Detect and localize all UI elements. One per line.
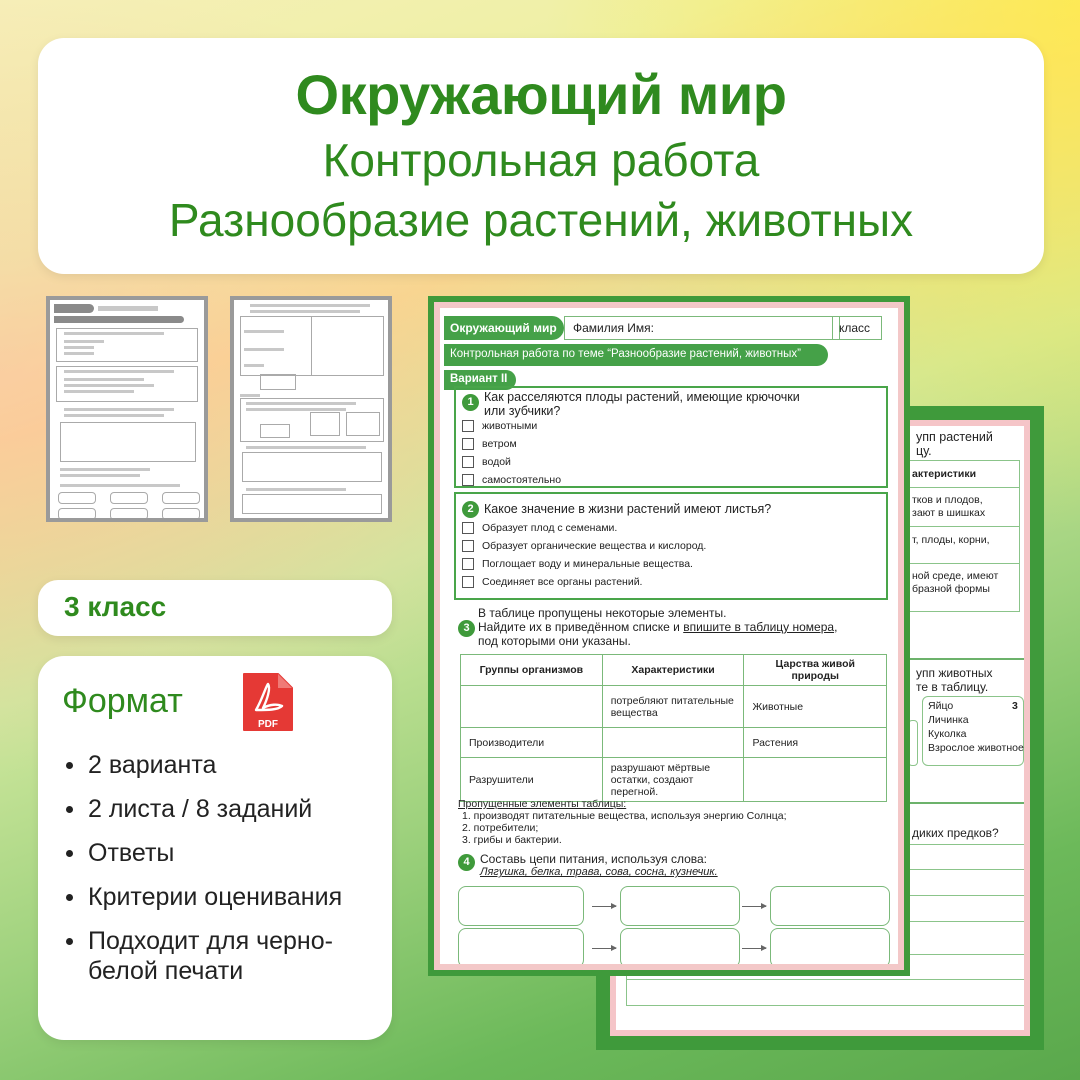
feature-list	[60, 750, 342, 1000]
arrow-right-icon	[742, 906, 766, 907]
question-3-line2: Найдите их в приведённом списке и впишите в таблицу номера,	[478, 620, 838, 634]
question-number: 4	[458, 854, 475, 871]
question-3-line3: под которыми они указаны.	[478, 634, 631, 648]
food-chain-box[interactable]	[620, 928, 740, 964]
back-fragment: цу.	[916, 444, 932, 458]
table-row	[461, 686, 887, 728]
column-header: Группы организмов	[461, 655, 603, 686]
food-chain-box[interactable]	[770, 886, 890, 926]
stage-number: 3	[1012, 700, 1018, 712]
arrow-right-icon	[592, 906, 616, 907]
answer-checkbox[interactable]	[462, 576, 474, 588]
stage-item: Яйцо	[928, 700, 954, 712]
missing-elements-title: Пропущенные элементы таблицы:	[458, 798, 627, 810]
answer-checkbox[interactable]	[462, 420, 474, 432]
food-chain-box[interactable]	[770, 928, 890, 964]
format-card	[38, 656, 392, 1040]
answer-option: ветром	[482, 438, 517, 450]
table-row	[461, 758, 887, 802]
answer-checkbox[interactable]	[462, 558, 474, 570]
feature-item: 2 листа / 8 заданий	[60, 794, 342, 824]
food-chain-box[interactable]	[458, 928, 584, 964]
question-4-text: Составь цепи питания, используя слова:	[480, 852, 708, 866]
name-field[interactable]	[564, 316, 840, 340]
answer-option: Образует плод с семенами.	[482, 522, 618, 534]
answer-checkbox[interactable]	[462, 540, 474, 552]
answer-option: Соединяет все органы растений.	[482, 576, 643, 588]
food-chain-box[interactable]	[620, 886, 740, 926]
answer-checkbox[interactable]	[462, 438, 474, 450]
grade-label: 3 класс	[64, 591, 167, 622]
table-cell-empty[interactable]	[461, 686, 603, 728]
grade-card	[38, 580, 392, 636]
back-fragment: упп растений	[916, 430, 993, 444]
table-cell-empty[interactable]	[602, 728, 744, 758]
food-chain-box[interactable]	[458, 886, 584, 926]
table-cell: Производители	[461, 728, 603, 758]
question-2-text: Какое значение в жизни растений имеют листья?	[484, 502, 772, 516]
answer-option: Образует органические вещества и кислород.	[482, 540, 707, 552]
organisms-table	[460, 654, 887, 802]
title-card	[38, 38, 1044, 274]
question-3-line1: В таблице пропущены некоторые элементы.	[478, 606, 727, 620]
thumbnail-page-1	[46, 296, 208, 522]
table-row	[461, 728, 887, 758]
thumbnail-page-2	[230, 296, 392, 522]
answer-option: животными	[482, 420, 538, 432]
main-title: Окружающий мир	[295, 63, 787, 126]
back-fragment: т, плоды, корни,	[912, 534, 990, 546]
back-fragment: ной среде, имеют	[912, 570, 999, 582]
feature-item: Критерии оценивания	[60, 882, 342, 912]
answer-checkbox[interactable]	[462, 456, 474, 468]
missing-element: 1. производят питательные вещества, используя энергию Солнца;	[462, 810, 787, 822]
column-header: Характеристики	[602, 655, 744, 686]
subject-pill: Окружающий мир	[444, 316, 564, 340]
topic-pill: Контрольная работа по теме “Разнообразие растений, животных”	[444, 344, 828, 366]
name-label: Фамилия Имя:	[573, 321, 654, 335]
format-title: Формат	[62, 682, 183, 720]
question-number: 2	[462, 501, 479, 518]
back-fragment: тков и плодов,	[912, 494, 983, 506]
arrow-right-icon	[592, 948, 616, 949]
table-cell: Животные	[744, 686, 887, 728]
arrow-right-icon	[742, 948, 766, 949]
answer-checkbox[interactable]	[462, 522, 474, 534]
table-header-row	[461, 655, 887, 686]
variant-pill: Вариант II	[444, 370, 516, 390]
back-fragment: зают в шишках	[912, 507, 986, 519]
feature-item: Подходит для черно-белой печати	[60, 926, 340, 986]
question-4-words: Лягушка, белка, трава, сова, сосна, кузнечик.	[480, 866, 718, 878]
table-cell: Разрушители	[461, 758, 603, 802]
table-cell: Растения	[744, 728, 887, 758]
subtitle-test: Контрольная работа	[322, 134, 760, 186]
back-fragment: бразной формы	[912, 583, 990, 595]
table-cell: разрушают мёртвые остатки, создают перегной.	[602, 758, 744, 802]
front-worksheet-page	[428, 296, 910, 976]
stage-item: Личинка	[928, 714, 969, 726]
pdf-file-icon	[240, 670, 296, 734]
table-cell-empty[interactable]	[744, 758, 887, 802]
answer-option: самостоятельно	[482, 474, 562, 486]
question-1-text: Как расселяются плоды растений, имеющие крючочки или зубчики?	[484, 390, 800, 418]
table-cell: потребляют питательные вещества	[602, 686, 744, 728]
missing-element: 2. потребители;	[462, 822, 539, 834]
stage-item: Куколка	[928, 728, 967, 740]
pdf-icon-label: PDF	[258, 719, 278, 730]
feature-item: 2 варианта	[60, 750, 342, 780]
class-field[interactable]	[832, 316, 882, 340]
back-fragment: упп животных	[916, 666, 993, 680]
answer-option: водой	[482, 456, 511, 468]
missing-element: 3. грибы и бактерии.	[462, 834, 562, 846]
column-header: Царства живой природы	[744, 655, 887, 686]
answer-checkbox[interactable]	[462, 474, 474, 486]
class-label: класс	[839, 321, 871, 335]
feature-item: Ответы	[60, 838, 342, 868]
question-number: 1	[462, 394, 479, 411]
question-number: 3	[458, 620, 475, 637]
back-fragment: те в таблицу.	[916, 680, 989, 694]
stage-item: Взрослое животное	[928, 742, 1024, 754]
back-fragment: актеристики	[912, 468, 977, 480]
answer-option: Поглощает воду и минеральные вещества.	[482, 558, 693, 570]
back-fragment: диких предков?	[912, 826, 999, 840]
subtitle-topic: Разнообразие растений, животных	[168, 194, 914, 246]
